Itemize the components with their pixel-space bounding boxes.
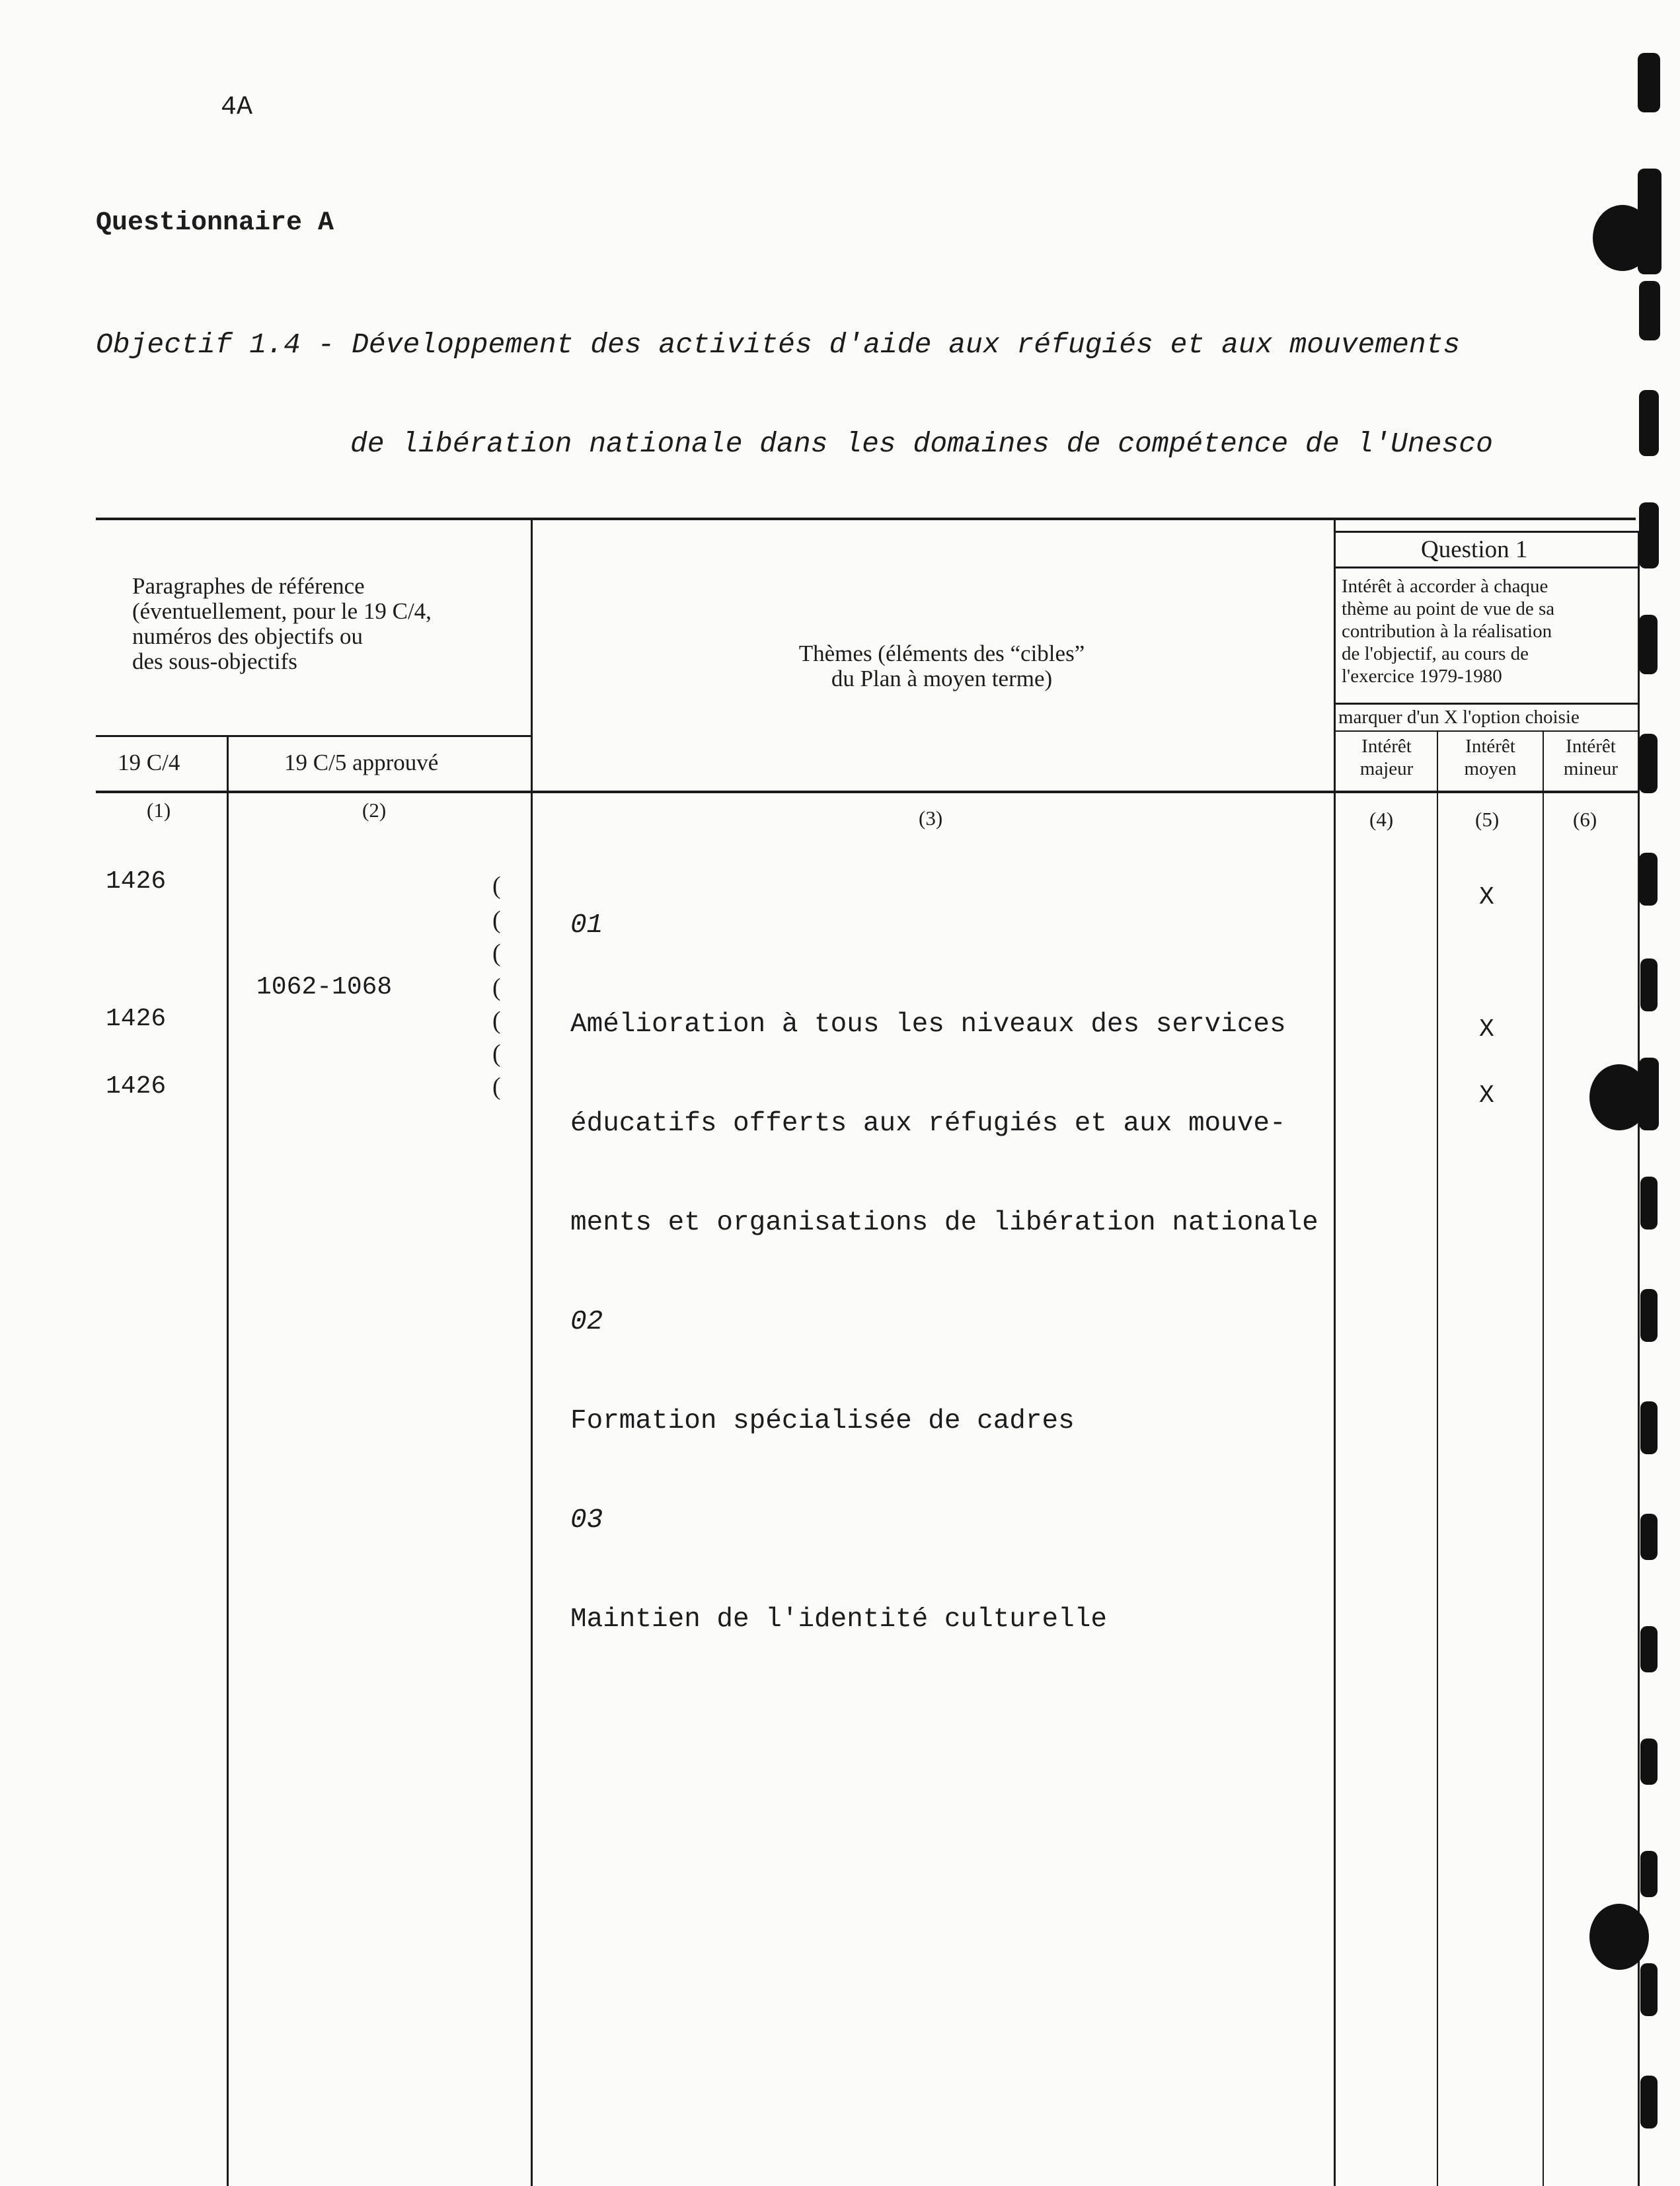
binder-mark-6 (1639, 615, 1658, 674)
binder-mark-3 (1639, 281, 1660, 340)
theme-1-line-2: éducatifs offerts aux réfugiés et aux mouve- (570, 1109, 1286, 1139)
col-number-6: (6) (1573, 808, 1597, 831)
theme-3-line-1: Maintien de l'identité culturelle (570, 1604, 1107, 1635)
sub-header-19c5: 19 C/5 approuvé (284, 750, 439, 775)
col-number-1: (1) (147, 799, 171, 822)
binder-mark-17 (1640, 1851, 1658, 1897)
bracket-mark-2: ( (492, 906, 501, 934)
binder-mark-14 (1640, 1514, 1658, 1560)
theme-2-number: 02 (570, 1307, 603, 1337)
bracket-mark-4: ( (492, 974, 501, 1001)
option-major-line-2: majeur (1359, 758, 1414, 779)
option-medium (1444, 735, 1537, 780)
binder-mark-7 (1639, 734, 1658, 793)
col-number-2: (2) (362, 799, 387, 822)
sub-header-19c4: 19 C/4 (118, 750, 180, 775)
option-major-line-1: Intérêt (1361, 736, 1412, 757)
question-title: Question 1 (1421, 536, 1528, 563)
binder-mark-2 (1638, 169, 1661, 274)
col-divider-2 (531, 518, 533, 2186)
reference-header-line-3: numéros des objectifs ou (132, 623, 363, 649)
binder-mark-15 (1640, 1626, 1658, 1672)
ref-header-bottom-rule (96, 735, 532, 737)
option-major (1342, 735, 1432, 780)
theme-1-number: 01 (570, 910, 603, 941)
option-medium-line-1: Intérêt (1465, 736, 1515, 757)
bracket-mark-6: ( (492, 1040, 501, 1068)
row-1-c4-ref: 1426 (106, 867, 167, 896)
question-title-rule (1335, 566, 1639, 568)
binder-mark-10 (1639, 1058, 1659, 1130)
option-medium-line-2: moyen (1464, 758, 1517, 779)
question-description (1342, 575, 1554, 687)
binder-mark-8 (1639, 853, 1658, 906)
binder-mark-16 (1640, 1738, 1658, 1785)
col-divider-3 (1334, 518, 1336, 2186)
header-bottom-rule (96, 791, 1639, 793)
binder-mark-5 (1639, 502, 1659, 568)
theme-1-line-1: Amélioration à tous les niveaux des services (570, 1009, 1286, 1040)
question-top-rule (1335, 531, 1639, 533)
reference-header-line-2: (éventuellement, pour le 19 C/4, (132, 598, 432, 624)
binder-mark-11 (1640, 1177, 1658, 1230)
questionnaire-title: Questionnaire A (96, 208, 334, 238)
row-1-mark: X (1479, 883, 1494, 912)
page-number: 4A (221, 93, 253, 122)
question-desc-line-5: l'exercice 1979-1980 (1342, 666, 1502, 687)
themes-list (570, 843, 1318, 1669)
themes-header-line-1: Thèmes (éléments des “cibles” (798, 641, 1085, 666)
themes-header-line-2: du Plan à moyen terme) (831, 666, 1053, 691)
option-minor (1546, 735, 1635, 780)
themes-header (744, 641, 1140, 691)
bracket-mark-1: ( (492, 872, 501, 900)
theme-1-line-3: ments et organisations de libération nationale (570, 1208, 1318, 1238)
row-3-c4-ref: 1426 (106, 1072, 167, 1101)
row-2-mark: X (1479, 1015, 1494, 1044)
binder-mark-1 (1638, 53, 1660, 112)
col-number-4: (4) (1369, 808, 1394, 831)
binder-mark-4 (1639, 390, 1659, 456)
option-minor-line-2: mineur (1563, 758, 1619, 779)
binder-mark-12 (1640, 1289, 1658, 1342)
question-instruction: marquer d'un X l'option choisie (1338, 707, 1580, 728)
question-desc-line-1: Intérêt à accorder à chaque (1342, 576, 1548, 597)
col-number-3: (3) (919, 806, 943, 830)
binder-hole-3 (1589, 1904, 1649, 1970)
question-desc-rule (1335, 703, 1639, 705)
question-desc-line-2: thème au point de vue de sa (1342, 598, 1555, 619)
reference-header-line-4: des sous-objectifs (132, 648, 297, 674)
binder-mark-13 (1640, 1401, 1658, 1454)
objective-line-1: Objectif 1.4 - Développement des activités d'aide aux réfugiés et aux mouvements (96, 329, 1461, 361)
binder-mark-19 (1640, 2076, 1658, 2128)
col-number-5: (5) (1475, 808, 1500, 831)
theme-2-line-1: Formation spécialisée de cadres (570, 1406, 1075, 1436)
col-divider-4 (1437, 730, 1438, 2186)
col-divider-5 (1543, 730, 1544, 2186)
c5-reference: 1062-1068 (256, 973, 393, 1001)
table-top-rule (96, 518, 1636, 520)
bracket-mark-3: ( (492, 939, 501, 967)
row-3-mark: X (1479, 1081, 1494, 1110)
reference-header-line-1: Paragraphes de référence (132, 573, 365, 599)
row-2-c4-ref: 1426 (106, 1005, 167, 1033)
instruction-rule (1335, 730, 1639, 732)
theme-3-number: 03 (570, 1505, 603, 1536)
bracket-mark-7: ( (492, 1073, 501, 1101)
question-desc-line-3: contribution à la réalisation (1342, 621, 1552, 642)
binder-mark-18 (1640, 1963, 1658, 2016)
objective-line-2: de libération nationale dans les domaines de compétence de l'Unesco (350, 428, 1493, 460)
option-minor-line-1: Intérêt (1566, 736, 1616, 757)
question-desc-line-4: de l'objectif, au cours de (1342, 643, 1529, 664)
col-divider-1 (227, 735, 229, 2186)
reference-header (132, 574, 432, 674)
objective-heading (96, 262, 1493, 494)
binder-mark-9 (1640, 958, 1658, 1011)
bracket-mark-5: ( (492, 1007, 501, 1034)
